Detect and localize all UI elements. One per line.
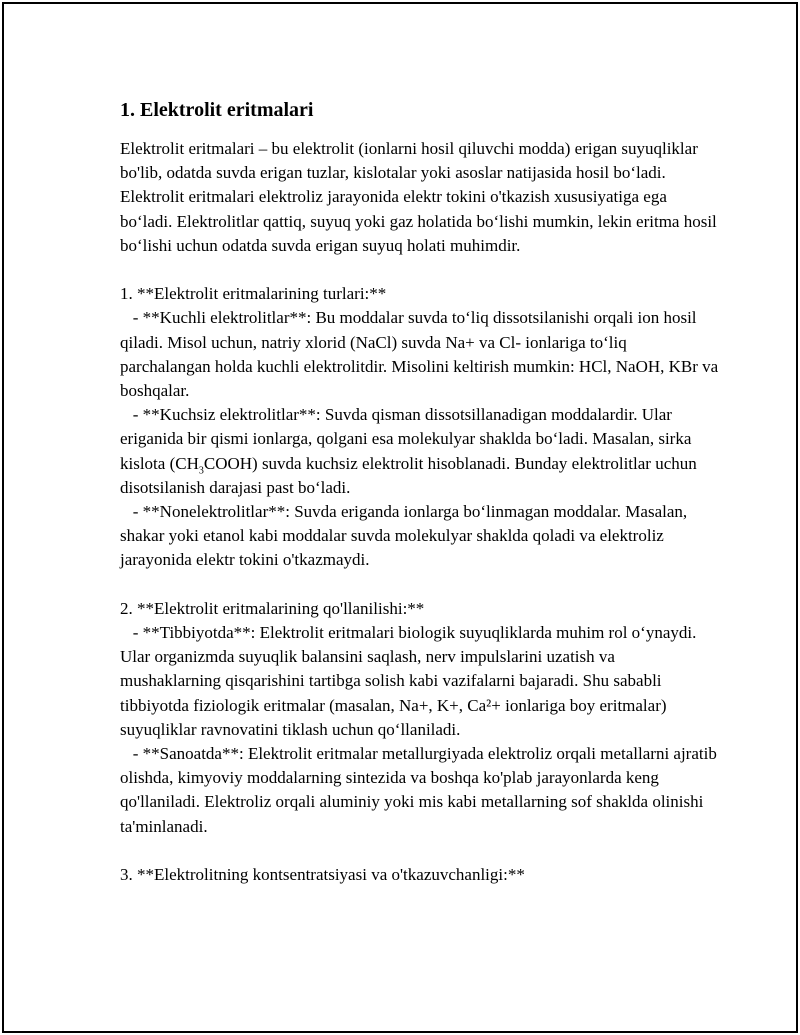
blank-line <box>120 839 720 863</box>
section1-title: 1. **Elektrolit eritmalarining turlari:** <box>120 284 387 304</box>
industry-item <box>120 742 720 839</box>
strong-electrolytes-text: - **Kuchli elektrolitlar**: Bu moddalar suvda to‘liq dissotsilanishi orqali ion hosil qiladi. Misol uchun, natriy xlorid (NaCl) suvda Na+ va Cl- ionlariga to‘liq parchalangan holda kuchli elektrolitdir. Misolini keltirish mumkin: HCl, NaOH, KBr va boshqalar. <box>120 308 719 401</box>
weak-electrolytes-item <box>120 403 720 500</box>
weak-electrolytes-text-after: COOH) suvda kuchsiz elektrolit hisoblanadi. Bunday elektrolitlar uchun disotsilanish darajasi past bo‘ladi. <box>120 453 697 497</box>
blank-line <box>120 573 720 597</box>
section3-title: 3. **Elektrolitning kontsentratsiyasi va o'tkazuvchanligi:** <box>120 865 525 885</box>
weak-electrolytes-text-before: - **Kuchsiz elektrolitlar**: Suvda qisman dissotsillanadigan moddalardir. Ular eriganida bir qismi ionlarga, qolgani esa molekulyar shaklda bo‘ladi. Masalan, sirka kislota (CH <box>120 405 692 473</box>
medicine-text: - **Tibbiyotda**: Elektrolit eritmalari biologik suyuqliklarda muhim rol o‘ynaydi. Ular organizmda suyuqlik balansini saqlash, nerv impulslarini uzatish va mushaklarning qisqarishini tartibga solish kabi vazifalarni bajaradi. Shu sababli tibbiyotda fiziologik eritmalar (masalan, Na+, K+, Ca²+ ionlariga boy eritmalar) suyuqliklar ravnovatini tiklash uchun qo‘llaniladi. <box>120 623 697 739</box>
section2-title: 2. **Elektrolit eritmalarining qo'llanilishi:** <box>120 598 425 618</box>
document-heading: 1. Elektrolit eritmalari <box>120 99 314 121</box>
blank-line <box>120 258 720 282</box>
medicine-item <box>120 621 720 742</box>
document-page <box>2 2 798 1033</box>
document-content <box>120 96 720 887</box>
industry-text: - **Sanoatda**: Elektrolit eritmalar metallurgiyada elektroliz orqali metallarni ajratib olishda, kimyoviy moddalarning sintezida va boshqa ko'plab jarayonlarda keng qo'llaniladi. Elektroliz orqali aluminiy yoki mis kabi metallarning sof shaklda olinishi ta'minlanadi. <box>120 744 717 836</box>
nonelectrolytes-text: - **Nonelektrolitlar**: Suvda eriganda ionlarga bo‘linmagan moddalar. Masalan, shakar yoki etanol kabi moddalar suvda molekulyar shaklda qoladi va elektroliz jarayonida elektr tokini o'tkazmaydi. <box>120 502 688 570</box>
strong-electrolytes-item <box>120 306 720 403</box>
nonelectrolytes-item <box>120 500 720 573</box>
subscript-3: 3 <box>198 465 204 477</box>
intro-paragraph: Elektrolit eritmalari – bu elektrolit (ionlarni hosil qiluvchi modda) erigan suyuqliklar bo'lib, odatda suvda erigan tuzlar, kislotalar yoki asoslar natijasida hosil bo‘ladi. Elektrolit eritmalari elektroliz jarayonida elektr tokini o'tkazish xususiyatiga ega bo‘ladi. Elektrolitlar qattiq, suyuq yoki gaz holatida bo‘lishi mumkin, lekin eritma hosil bo‘lishi uchun odatda suvda erigan suyuq holati muhimdir. <box>120 139 717 255</box>
